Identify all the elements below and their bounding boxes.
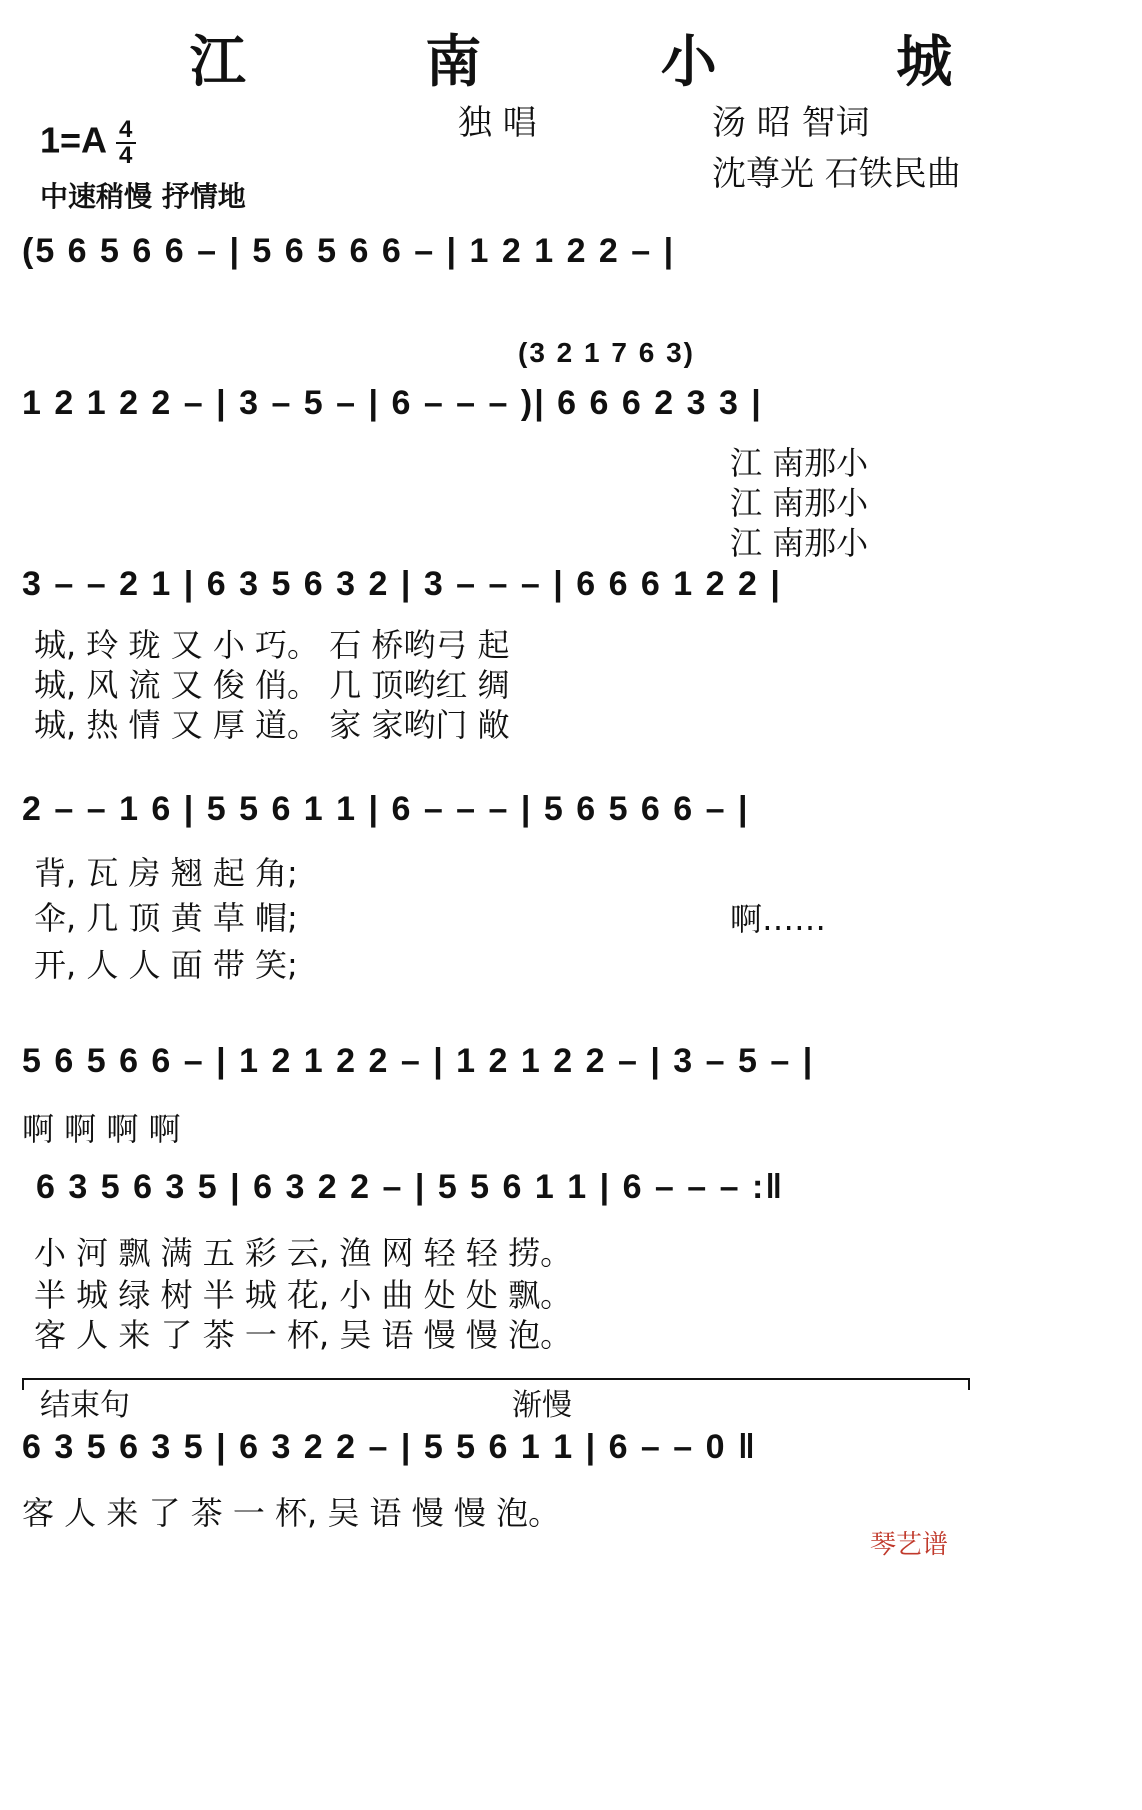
notation-row-5: 5 6 5 6 6 – | 1 2 1 2 2 – | 1 2 1 2 2 – | 3 – 5 – |: [22, 1042, 815, 1080]
time-sig-denominator: 4: [119, 142, 133, 169]
lyric-row-3-verse-2: 城, 风 流 又 俊 俏。 几 顶哟红 绸: [34, 666, 510, 704]
lyric-row-4-verse-1: 背, 瓦 房 翘 起 角;: [34, 854, 298, 892]
time-signature: [116, 118, 136, 168]
notation-row-3: 3 – – 2 1 | 6 3 5 6 3 2 | 3 – – – | 6 6 6 1 2 2 |: [22, 565, 782, 603]
lyricist-credit: 汤 昭 智词: [712, 103, 870, 143]
page-title: 江 南 小 城: [189, 29, 1033, 95]
lyric-row-6-verse-2: 半 城 绿 树 半 城 花, 小 曲 处 处 飘。: [34, 1276, 573, 1314]
lyric-row-6-verse-3: 客 人 来 了 茶 一 杯, 吴 语 慢 慢 泡。: [34, 1316, 573, 1354]
key-label: 1=A: [40, 119, 106, 161]
lyric-row-2-verse-2: 江 南那小: [730, 484, 869, 522]
lyric-row-4-aside: 啊……: [730, 900, 827, 938]
composer-credit: 沈尊光 石铁民曲: [712, 154, 961, 194]
ending-label: 结束句: [40, 1388, 130, 1423]
notation-row-2-aux: (3 2 1 7 6 3): [518, 337, 695, 368]
notation-row-7: 6 3 5 6 3 5 | 6 3 2 2 – | 5 5 6 1 1 | 6 – – 0 ‖: [22, 1428, 757, 1466]
lyric-row-2-verse-1: 江 南那小: [730, 444, 869, 482]
lyric-row-3-verse-3: 城, 热 情 又 厚 道。 家 家哟门 敞: [34, 706, 510, 744]
ritardando-label: 渐慢: [512, 1388, 572, 1423]
lyric-row-3-verse-1: 城, 玲 珑 又 小 巧。 石 桥哟弓 起: [34, 626, 510, 664]
watermark-logo: 琴艺谱: [870, 1530, 949, 1560]
lyric-row-6-verse-1: 小 河 飘 满 五 彩 云, 渔 网 轻 轻 捞。: [34, 1234, 573, 1272]
lyric-row-5: 啊 啊 啊 啊: [22, 1110, 181, 1148]
lyric-row-2-verse-3: 江 南那小: [730, 524, 869, 562]
lyric-row-7: 客 人 来 了 茶 一 杯, 吴 语 慢 慢 泡。: [22, 1494, 561, 1532]
time-sig-numerator: 4: [119, 116, 133, 143]
ending-bracket: [22, 1378, 970, 1390]
notation-row-1: (5 6 5 6 6 – | 5 6 5 6 6 – | 1 2 1 2 2 – |: [22, 232, 676, 270]
lyric-row-4-verse-2: 伞, 几 顶 黄 草 帽;: [34, 899, 298, 937]
notation-row-6: 6 3 5 6 3 5 | 6 3 2 2 – | 5 5 6 1 1 | 6 – – – :‖: [36, 1168, 785, 1206]
tempo-marking: 中速稍慢 抒情地: [40, 180, 246, 213]
performance-type: 独 唱: [458, 103, 537, 143]
key-signature: [40, 118, 136, 168]
notation-row-4: 2 – – 1 6 | 5 5 6 1 1 | 6 – – – | 5 6 5 6 6 – |: [22, 790, 750, 828]
lyric-row-4-verse-3: 开, 人 人 面 带 笑;: [34, 946, 298, 984]
notation-row-2: 1 2 1 2 2 – | 3 – 5 – | 6 – – – )| 6 6 6 2 3 3 |: [22, 384, 763, 422]
